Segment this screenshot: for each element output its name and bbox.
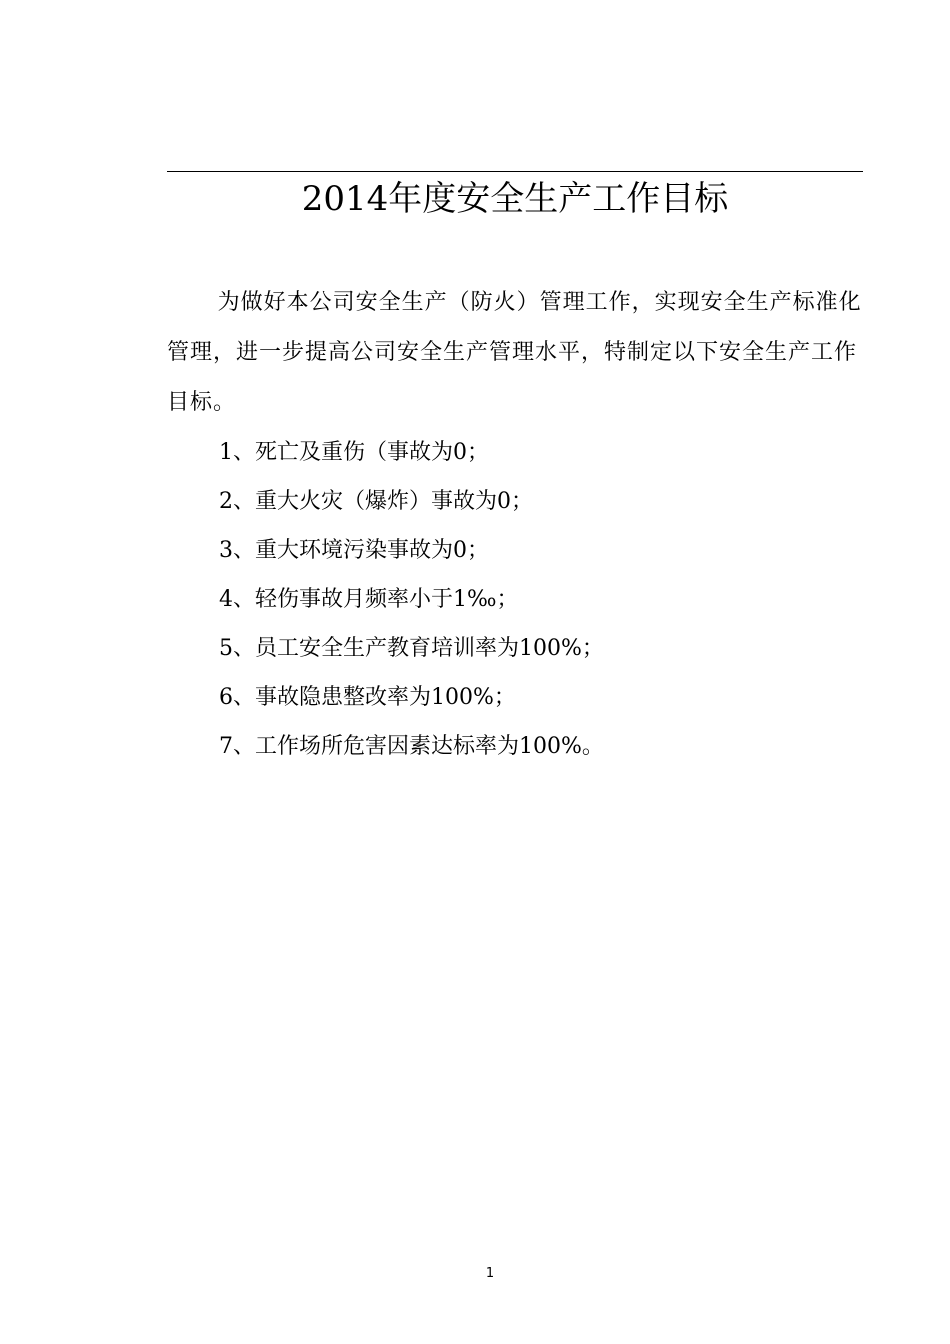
goal-item-6: 6、事故隐患整改率为100%； [219,685,516,710]
document-title: 2014年度安全生产工作目标 [301,179,729,219]
goals-list [167,428,863,771]
goal-item-4: 4、轻伤事故月频率小于1‰； [219,587,519,612]
goal-item-5: 5、员工安全生产教育培训率为100%； [219,636,604,661]
goal-item-7: 7、工作场所危害因素达标率为100%。 [219,734,604,759]
header-rule [167,171,863,172]
goal-item-2: 2、重大火灾（爆炸）事故为0； [219,489,533,514]
document-body [167,278,863,771]
intro-paragraph: 为做好本公司安全生产（防火）管理工作，实现安全生产标准化管理，进一步提高公司安全生产管理水平，特制定以下安全生产工作目标。 [167,290,862,415]
goal-item-1: 1、死亡及重伤（事故为0； [219,440,489,465]
page-number: 1 [485,1266,495,1281]
goal-item-3: 3、重大环境污染事故为0； [219,538,489,563]
